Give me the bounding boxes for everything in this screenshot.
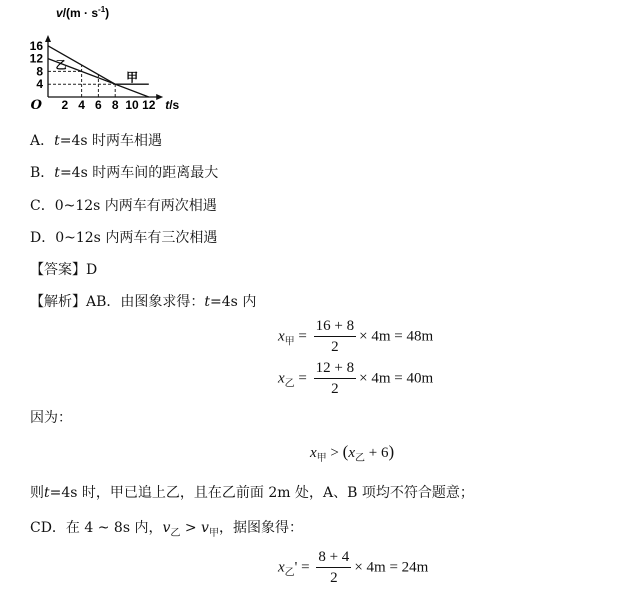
analysis-text: CD．在 4 ~ 8s 内， xyxy=(30,520,163,536)
analysis-text: ，据图象得： xyxy=(218,520,303,536)
analysis-label: 【解析】 xyxy=(30,294,86,310)
eq-sub: 乙 xyxy=(284,378,295,390)
answer-label: 【答案】 xyxy=(30,262,86,278)
y-tick-label: 4 xyxy=(36,77,43,92)
eq-rest: × 4m = 24m xyxy=(354,559,429,576)
fraction-denominator: 2 xyxy=(331,381,339,397)
analysis-var: t xyxy=(204,294,211,310)
fraction-numerator: 8 + 4 xyxy=(316,549,351,568)
analysis-var: v xyxy=(162,520,171,536)
option-b xyxy=(30,164,218,182)
analysis-text: AB．由图象求得： xyxy=(86,294,205,310)
eq-var: x xyxy=(278,559,285,576)
x-axis-label: t/s xyxy=(165,98,180,112)
ineq-sub: 乙 xyxy=(354,453,365,464)
analysis-intro xyxy=(30,293,256,311)
fraction-denominator: 2 xyxy=(331,339,339,355)
y-tick-label: 16 xyxy=(29,38,43,53)
option-letter: A． xyxy=(30,133,55,149)
x-tick-label: 12 xyxy=(142,98,156,112)
option-letter: D． xyxy=(30,230,56,246)
fraction-numerator: 16 + 8 xyxy=(314,318,356,337)
y-axis-arrow xyxy=(45,35,51,42)
x-tick-label: 4 xyxy=(78,98,85,112)
answer-value: D xyxy=(86,262,98,278)
y-tick-label: 8 xyxy=(36,64,43,79)
analysis-var: t xyxy=(44,485,50,501)
analysis-text: =4s 内 xyxy=(210,294,257,310)
analysis-op: > xyxy=(180,520,202,536)
paren-open: ( xyxy=(342,442,349,461)
ineq-var: x xyxy=(348,445,355,461)
eq-var: x xyxy=(278,370,285,387)
axis-labels xyxy=(56,5,180,112)
analysis-text: 则 xyxy=(30,485,44,501)
eq-var: x xyxy=(278,328,285,345)
y-axis-label: $v/(m \cdot s^{-1})$ xyxy=(56,5,110,20)
option-text: =4s 时两车间的距离最大 xyxy=(59,165,219,181)
analysis-text: =4s 时，甲已追上乙，且在乙前面 2m 处，A、B 项均不符合题意； xyxy=(49,485,474,501)
cd-line xyxy=(30,519,303,543)
analysis-sub: 乙 xyxy=(170,528,181,539)
fraction-numerator: 12 + 8 xyxy=(314,360,356,379)
inequality xyxy=(310,442,394,464)
equation-x-yi: $x_乙$ = $\frac{12 + 8}{2}$ × 4m = 40m xyxy=(278,360,434,397)
conclusion-line xyxy=(30,484,474,502)
fraction-denominator: 2 xyxy=(330,570,338,586)
eq-sub: 甲 xyxy=(284,336,295,348)
x-tick-label: 2 xyxy=(61,98,69,112)
ineq-op: > xyxy=(326,445,343,461)
x-tick-label: 8 xyxy=(111,98,119,112)
eq-rest: × 4m = 48m xyxy=(359,328,434,345)
eq-sub: 乙 xyxy=(284,567,295,579)
paren-close: ) xyxy=(388,442,395,461)
option-text: 0~12s 内两车有两次相遇 xyxy=(54,198,217,214)
answer-line xyxy=(30,261,97,279)
series-label-jia: 甲 xyxy=(126,70,139,85)
y-tick-label: 12 xyxy=(29,51,43,66)
x-axis-arrow xyxy=(156,94,163,100)
velocity-time-graph xyxy=(0,0,200,112)
x-tick-label: 6 xyxy=(95,98,102,112)
analysis-sub: 甲 xyxy=(208,528,219,539)
fraction xyxy=(314,318,356,356)
option-c xyxy=(30,197,217,215)
option-text: 0~12s 内两车有三次相遇 xyxy=(55,230,218,246)
option-letter: C． xyxy=(30,198,55,214)
origin-label: O xyxy=(30,98,42,112)
option-a xyxy=(30,132,162,150)
equation-x-yi-prime: $x_乙'$ = $\frac{8 + 4}{2}$ × 4m = 24m xyxy=(278,549,429,586)
eq-rest: × 4m = 40m xyxy=(359,370,434,387)
ineq-var: x xyxy=(310,445,317,461)
ineq-sub: 甲 xyxy=(316,453,327,464)
option-letter: B． xyxy=(30,165,55,181)
option-text: =4s 时两车相遇 xyxy=(59,133,163,149)
option-var: t xyxy=(54,133,60,149)
ineq-plus: + 6 xyxy=(364,445,389,461)
fraction xyxy=(316,549,351,587)
series-label-yi: 乙 xyxy=(55,58,67,72)
option-var: t xyxy=(54,165,60,181)
analysis-var: v xyxy=(201,520,209,536)
equation-x-jia: $x_甲$ = $\frac{16 + 8}{2}$ × 4m = 48m xyxy=(278,318,434,355)
x-tick-label: 10 xyxy=(125,98,139,112)
fraction xyxy=(314,360,356,398)
because-line: 因为： xyxy=(30,410,72,426)
option-d xyxy=(30,229,217,247)
eq-prime: ' xyxy=(294,559,298,576)
